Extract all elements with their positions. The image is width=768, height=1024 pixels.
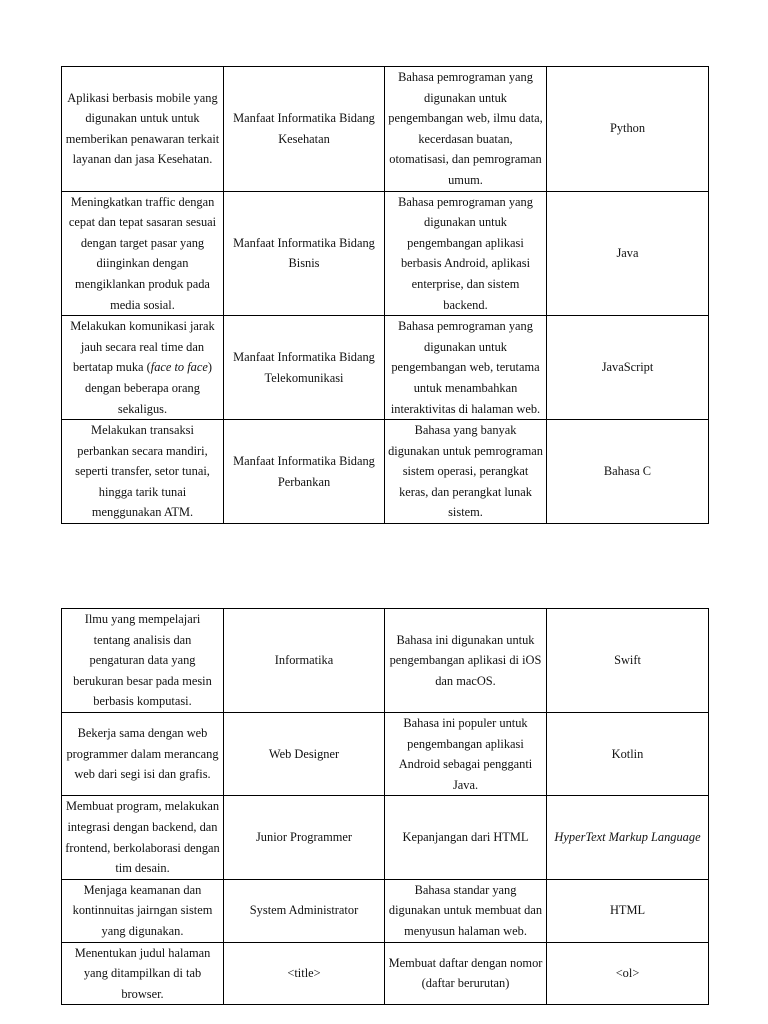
table-cell: Manfaat Informatika Bidang Perbankan <box>224 420 385 524</box>
table-row <box>62 67 709 192</box>
table-cell: Swift <box>547 609 709 713</box>
table-row <box>62 942 709 1005</box>
table-cell: Bekerja sama dengan web programmer dalam merancang web dari segi isi dan grafis. <box>62 712 224 795</box>
table-cell: Menentukan judul halaman yang ditampilkan di tab browser. <box>62 942 224 1005</box>
table-cell: Bahasa pemrograman yang digunakan untuk pengembangan web, ilmu data, kecerdasan buatan, otomatisasi, dan pemrograman umum. <box>385 67 547 192</box>
table-cell: System Administrator <box>224 879 385 942</box>
cell-text: Melakukan komunikasi jarak jauh secara real time dan bertatap muka ( <box>70 319 215 375</box>
matching-table-2 <box>61 608 709 1005</box>
matching-table-1 <box>61 66 709 524</box>
table-cell: Bahasa standar yang digunakan untuk membuat dan menyusun halaman web. <box>385 879 547 942</box>
table-cell: Meningkatkan traffic dengan cepat dan tepat sasaran sesuai dengan target pasar yang diinginkan dengan mengiklankan produk pada media sosial. <box>62 191 224 316</box>
table-cell: Bahasa C <box>547 420 709 524</box>
table-row <box>62 609 709 713</box>
cell-text: ) dengan beberapa orang sekaligus. <box>85 360 212 416</box>
table-cell: HTML <box>547 879 709 942</box>
table-cell: Membuat daftar dengan nomor (daftar berurutan) <box>385 942 547 1005</box>
table-cell: Kotlin <box>547 712 709 795</box>
table-cell: Ilmu yang mempelajari tentang analisis dan pengaturan data yang berukuran besar pada mesin berbasis komputasi. <box>62 609 224 713</box>
table-row <box>62 191 709 316</box>
table-row <box>62 879 709 942</box>
table-cell: Bahasa pemrograman yang digunakan untuk pengembangan aplikasi berbasis Android, aplikasi enterprise, dan sistem backend. <box>385 191 547 316</box>
table-cell: JavaScript <box>547 316 709 420</box>
table-cell: Bahasa ini populer untuk pengembangan aplikasi Android sebagai pengganti Java. <box>385 712 547 795</box>
table-cell: Manfaat Informatika Bidang Kesehatan <box>224 67 385 192</box>
table-cell: Manfaat Informatika Bidang Bisnis <box>224 191 385 316</box>
table-row <box>62 796 709 879</box>
table-cell: Bahasa ini digunakan untuk pengembangan aplikasi di iOS dan macOS. <box>385 609 547 713</box>
table-row <box>62 316 709 420</box>
table-cell: Aplikasi berbasis mobile yang digunakan untuk untuk memberikan penawaran terkait layanan dan jasa Kesehatan. <box>62 67 224 192</box>
table-cell: Informatika <box>224 609 385 713</box>
table-cell: <ol> <box>547 942 709 1005</box>
table-cell: Bahasa pemrograman yang digunakan untuk pengembangan web, terutama untuk menambahkan interaktivitas di halaman web. <box>385 316 547 420</box>
table-cell: Web Designer <box>224 712 385 795</box>
table-cell: Java <box>547 191 709 316</box>
table-row <box>62 420 709 524</box>
table-cell: Bahasa yang banyak digunakan untuk pemrograman sistem operasi, perangkat keras, dan perangkat lunak sistem. <box>385 420 547 524</box>
table-cell: Kepanjangan dari HTML <box>385 796 547 879</box>
table-cell: Manfaat Informatika Bidang Telekomunikasi <box>224 316 385 420</box>
cell-text-italic: face to face <box>150 360 208 375</box>
table-cell: Melakukan transaksi perbankan secara mandiri, seperti transfer, setor tunai, hingga tarik tunai menggunakan ATM. <box>62 420 224 524</box>
table-cell: Junior Programmer <box>224 796 385 879</box>
table-cell: Python <box>547 67 709 192</box>
table-cell: Membuat program, melakukan integrasi dengan backend, dan frontend, berkolaborasi dengan tim desain. <box>62 796 224 879</box>
table-cell <box>62 316 224 420</box>
table-cell: <title> <box>224 942 385 1005</box>
table-row <box>62 712 709 795</box>
table-cell: HyperText Markup Language <box>547 796 709 879</box>
table-cell: Menjaga keamanan dan kontinnuitas jairngan sistem yang digunakan. <box>62 879 224 942</box>
